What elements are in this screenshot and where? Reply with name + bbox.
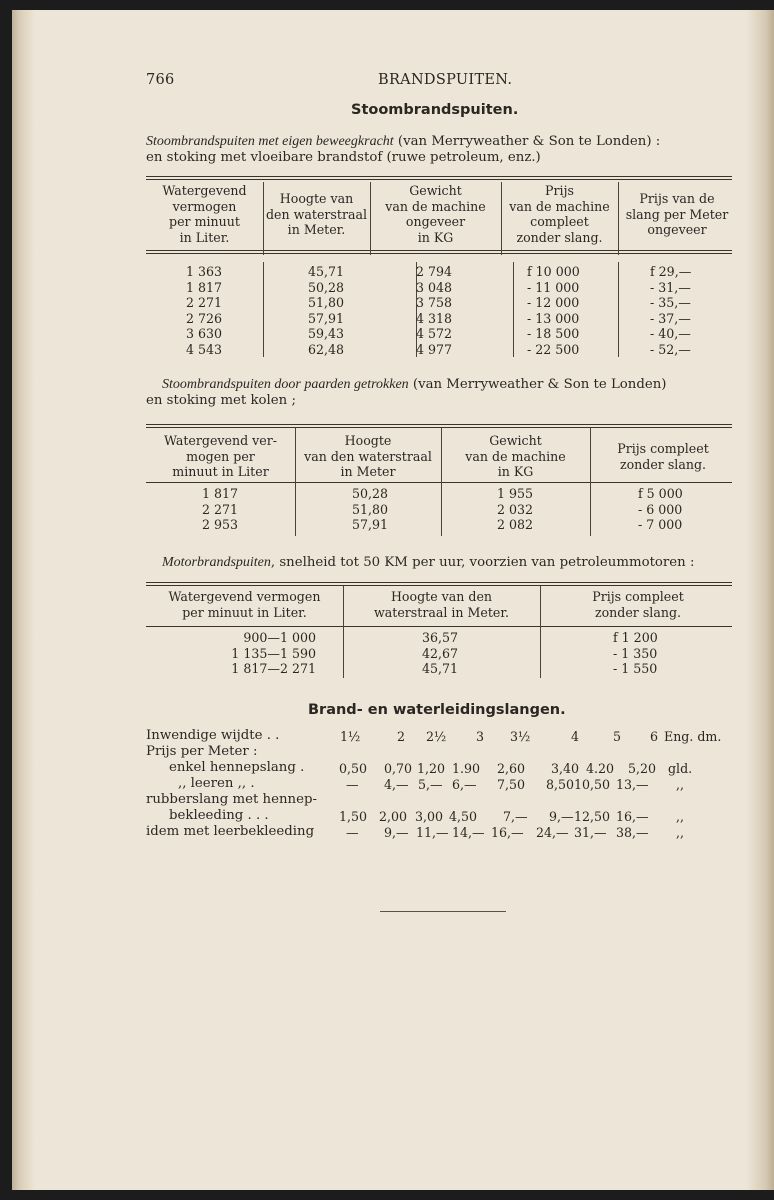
- table-cell: 1 363: [186, 264, 223, 279]
- header-text: Hoogte: [344, 433, 392, 448]
- header-text: ongeveer: [405, 214, 466, 230]
- hose-value: 2,00: [379, 809, 408, 824]
- hose-value: ,,: [676, 809, 685, 824]
- table-cell: 1 135—1 590: [231, 645, 316, 661]
- hose-value: 16,—: [491, 825, 524, 840]
- running-head: BRANDSPUITEN.: [378, 72, 513, 88]
- table-cell: - 37,—: [650, 310, 691, 326]
- hose-value: 12,50: [574, 809, 611, 824]
- table-cell: 4 543: [186, 341, 223, 357]
- hose-value: 13,—: [616, 777, 649, 792]
- header-text: Prijs compleet: [617, 441, 709, 456]
- table-cell: - 6 000: [638, 501, 683, 517]
- table-cell: - 31,—: [650, 279, 691, 295]
- hose-value: 3,00: [415, 809, 444, 824]
- table-cell: f 5 000: [638, 486, 683, 501]
- hose-value: 10,50: [574, 777, 611, 792]
- header-text: Gewicht: [489, 433, 542, 448]
- hose-value: 38,—: [616, 825, 649, 840]
- table-column: [422, 630, 458, 677]
- table-column: [613, 630, 658, 677]
- section1-intro-line2: en stoking met vloeibare brandstof (ruwe petroleum, enz.): [146, 150, 541, 165]
- header-cell: [370, 184, 501, 246]
- header-text: zonder slang.: [516, 229, 603, 245]
- hose-row-label: Prijs per Meter :: [146, 744, 258, 759]
- table-cell: 3 758: [416, 295, 453, 311]
- hose-row-label: enkel hennepslang .: [169, 760, 305, 775]
- table-cell: 45,71: [308, 264, 345, 279]
- header-text: in KG: [497, 464, 534, 480]
- hose-value: 9,—: [549, 809, 574, 824]
- hose-value: 5,20: [628, 761, 657, 776]
- hose-value: 6,—: [452, 777, 477, 792]
- table-cell: - 18 500: [527, 326, 580, 342]
- section1-intro-rest: (van Merryweather & Son te Londen) :: [393, 134, 661, 149]
- header-cell: [540, 590, 736, 621]
- table-cell: - 22 500: [527, 341, 580, 357]
- hose-value: 3,40: [551, 761, 580, 776]
- table-column: [497, 486, 533, 533]
- table-cell: - 40,—: [650, 326, 691, 342]
- hose-value: 3: [476, 729, 485, 744]
- hose-value: 4,50: [449, 809, 478, 824]
- header-text: per minuut: [169, 214, 240, 230]
- section3-intro: [162, 555, 694, 571]
- table-cell: 2 794: [416, 264, 453, 279]
- hose-value: 6: [650, 729, 659, 744]
- table-cell: 4 318: [416, 310, 453, 326]
- hose-value: 16,—: [616, 809, 649, 824]
- hose-value: 24,—: [536, 825, 569, 840]
- table-cell: f 29,—: [650, 264, 692, 279]
- hose-value: 3½: [510, 729, 531, 744]
- hose-value: 7,—: [503, 809, 528, 824]
- table-cell: 50,28: [352, 486, 389, 501]
- hose-value: 2½: [426, 729, 447, 744]
- hose-value: 1.90: [452, 761, 481, 776]
- header-cell: [441, 434, 590, 481]
- table-cell: 57,91: [308, 310, 345, 326]
- hose-row-label: rubberslang met hennep-: [146, 792, 317, 807]
- hose-value: —: [346, 777, 359, 792]
- header-cell: [263, 192, 370, 239]
- header-cell: [590, 442, 736, 473]
- header-text: in Liter.: [179, 229, 230, 245]
- table-cell: 4 977: [416, 341, 453, 357]
- table-column: [186, 264, 222, 358]
- header-text: Hoogte van: [279, 191, 354, 206]
- table-cell: 42,67: [422, 645, 459, 661]
- page-number: 766: [146, 72, 175, 88]
- table-cell: - 12 000: [527, 295, 580, 311]
- table-cell: 2 726: [186, 310, 223, 326]
- table-cell: 2 953: [202, 517, 239, 533]
- table-cell: - 35,—: [650, 295, 691, 311]
- table-column: [650, 264, 691, 358]
- header-text: van den waterstraal: [304, 448, 432, 464]
- hose-value: 2: [397, 729, 406, 744]
- hose-value: ,,: [676, 825, 685, 840]
- hose-value: 2,60: [497, 761, 526, 776]
- table-cell: f 1 200: [613, 630, 658, 645]
- header-text: in KG: [417, 229, 454, 245]
- hose-value: 4: [571, 729, 580, 744]
- hose-row-label: idem met leerbekleeding: [146, 824, 315, 839]
- header-cell: [146, 184, 263, 246]
- table-cell: 2 271: [202, 501, 239, 517]
- table-cell: 45,71: [422, 661, 459, 677]
- hoses-heading: Brand- en waterleidingslangen.: [308, 702, 566, 718]
- header-text: ongeveer: [647, 222, 707, 238]
- hose-value: 14,—: [452, 825, 485, 840]
- table-cell: - 1 550: [613, 661, 658, 677]
- table-top-rule: [146, 424, 732, 428]
- section2-intro-italic: Stoombrandspuiten door paarden getrokken: [162, 377, 409, 392]
- hose-value: 0,70: [384, 761, 413, 776]
- hose-value: 0,50: [339, 761, 368, 776]
- header-text: van de machine: [509, 198, 610, 214]
- hose-value: gld.: [668, 761, 693, 776]
- table-cell: 3 048: [416, 279, 453, 295]
- end-rule: [380, 911, 506, 912]
- table-cell: 2 082: [497, 517, 534, 533]
- table-top-rule: [146, 176, 732, 180]
- table-cell: - 1 350: [613, 645, 658, 661]
- col-divider: [513, 262, 514, 357]
- header-text: per minuut in Liter.: [182, 604, 307, 620]
- table-cell: 1 817: [202, 486, 239, 501]
- header-text: Prijs compleet: [592, 589, 684, 604]
- table-cell: 2 032: [497, 501, 534, 517]
- header-cell: [295, 434, 441, 481]
- header-cell: [501, 184, 618, 246]
- hose-row-values: [12, 809, 752, 825]
- table-cell: 900—1 000: [243, 630, 316, 645]
- table-cell: 59,43: [308, 326, 345, 342]
- table-column: [638, 486, 683, 533]
- hose-row-label: Inwendige wijdte . .: [146, 728, 280, 743]
- table-cell: 3 630: [186, 326, 223, 342]
- header-text: Prijs: [545, 183, 574, 198]
- header-text: zonder slang.: [594, 604, 682, 620]
- table-column: [308, 264, 344, 358]
- header-text: Watergevend vermogen: [168, 589, 321, 604]
- table-cell: 50,28: [308, 279, 345, 295]
- hose-value: 9,—: [384, 825, 409, 840]
- table-cell: - 13 000: [527, 310, 580, 326]
- section2-intro-rest: (van Merryweather & Son te Londen): [408, 377, 667, 392]
- col-divider: [263, 262, 264, 357]
- hose-value: 5,—: [418, 777, 443, 792]
- hose-value: ,,: [676, 777, 685, 792]
- table-cell: - 7 000: [638, 517, 683, 533]
- hose-value: 31,—: [574, 825, 607, 840]
- table-cell: 4 572: [416, 326, 453, 342]
- table-cell: - 11 000: [527, 279, 580, 295]
- header-text: minuut in Liter: [172, 464, 269, 480]
- header-text: van de machine: [385, 198, 486, 214]
- hose-value: 1½: [340, 729, 361, 744]
- table-cell: 57,91: [352, 517, 389, 533]
- table-header-rule: [146, 626, 732, 627]
- header-text: waterstraal in Meter.: [373, 604, 510, 620]
- hose-value: 7,50: [497, 777, 526, 792]
- table-cell: - 52,—: [650, 341, 691, 357]
- header-text: vermogen: [172, 198, 237, 214]
- table-cell: 1 817—2 271: [231, 661, 316, 677]
- table-cell: 51,80: [352, 501, 389, 517]
- page-gutter-shadow: [12, 10, 36, 1190]
- hose-value: 4.20: [586, 761, 615, 776]
- table-cell: 1 817: [186, 279, 223, 295]
- table-header-rule: [146, 482, 732, 483]
- table-column: [416, 264, 452, 358]
- hose-value: 1,50: [339, 809, 368, 824]
- hose-row-values: [12, 761, 752, 777]
- header-text: in Meter: [340, 464, 396, 480]
- table-cell: 2 271: [186, 295, 223, 311]
- hose-row-label: bekleeding . . .: [169, 808, 269, 823]
- hose-row-values: [12, 729, 752, 745]
- section2-intro: [162, 377, 667, 393]
- section2-intro-line2: en stoking met kolen ;: [146, 393, 296, 408]
- hose-row-label: ,, leeren ,, .: [178, 776, 255, 791]
- table-column: [352, 486, 388, 533]
- hose-value: 11,—: [416, 825, 449, 840]
- header-text: slang per Meter: [625, 206, 729, 222]
- table-cell: 51,80: [308, 295, 345, 311]
- header-text: compleet: [530, 214, 589, 230]
- header-cell: [146, 434, 295, 481]
- table-header-rule: [146, 250, 732, 254]
- header-text: Watergevend: [162, 183, 247, 198]
- table-column: [527, 264, 580, 358]
- header-text: Watergevend ver-: [164, 433, 277, 448]
- header-text: in Meter.: [287, 222, 346, 238]
- header-text: mogen per: [186, 448, 255, 464]
- col-divider: [618, 262, 619, 357]
- header-cell: [618, 192, 736, 239]
- hose-value: 5: [613, 729, 622, 744]
- table-cell: 62,48: [308, 341, 345, 357]
- section1-intro: [146, 134, 660, 150]
- hose-value: 4,—: [384, 777, 409, 792]
- header-text: den waterstraal: [265, 206, 368, 222]
- table-cell: 36,57: [422, 630, 459, 645]
- section1-intro-italic: Stoombrandspuiten met eigen beweegkracht: [146, 134, 394, 149]
- book-page: [12, 10, 774, 1190]
- header-text: van de machine: [465, 448, 566, 464]
- header-text: Prijs van de: [639, 191, 715, 206]
- section3-intro-italic: Motorbrandspuiten: [162, 555, 271, 570]
- hose-value: —: [346, 825, 359, 840]
- hose-row-values: [12, 825, 752, 841]
- header-cell: [343, 590, 540, 621]
- table-column: [188, 630, 316, 677]
- table-cell: 1 955: [497, 486, 534, 501]
- section3-intro-rest: , snelheid tot 50 KM per uur, voorzien van petroleummotoren :: [270, 555, 695, 570]
- section-heading: Stoombrandspuiten.: [351, 102, 519, 118]
- table-cell: f 10 000: [527, 264, 580, 279]
- hose-value: Eng. dm.: [664, 729, 722, 744]
- hose-row-values: [12, 777, 752, 793]
- hose-value: 8,50: [546, 777, 575, 792]
- page-edge-shadow: [746, 10, 774, 1190]
- hose-value: 1,20: [417, 761, 446, 776]
- header-text: zonder slang.: [619, 456, 707, 472]
- header-text: Gewicht: [409, 183, 462, 198]
- header-text: Hoogte van den: [390, 589, 493, 604]
- table-top-rule: [146, 582, 732, 586]
- table-column: [202, 486, 238, 533]
- header-cell: [146, 590, 343, 621]
